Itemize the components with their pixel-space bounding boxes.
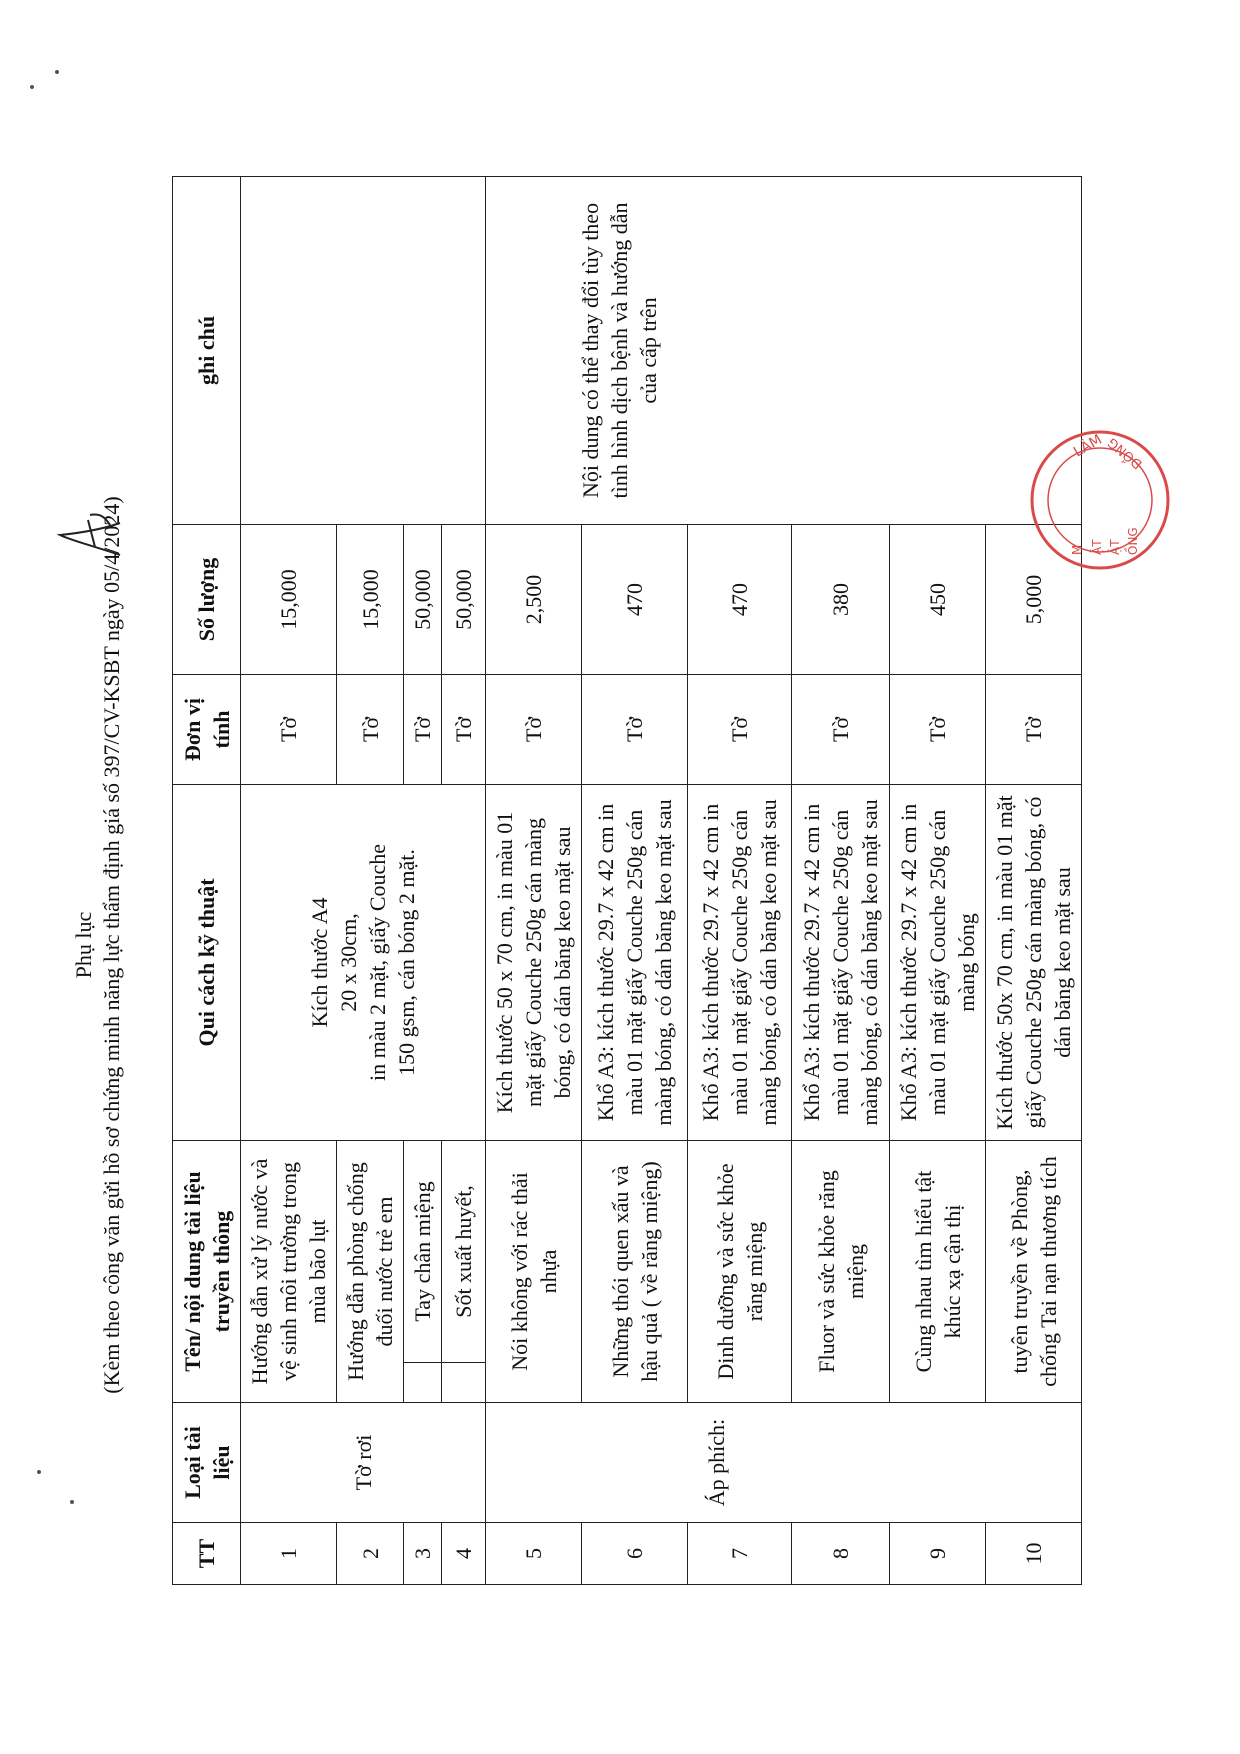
cell-tt: 3 (404, 1523, 442, 1585)
col-header-note: ghi chú (173, 176, 241, 524)
cell-name: Dinh dưỡng và sức khỏe răng miệng (688, 1140, 792, 1402)
cell-unit: Tờ (404, 674, 442, 784)
cell-qty: 470 (688, 524, 792, 674)
cell-type-leaflet: Tờ rơi (241, 1403, 486, 1523)
scan-speck (37, 1470, 41, 1474)
cell-name: Sốt xuất huyết, (442, 1140, 486, 1362)
cell-tt: 5 (486, 1523, 582, 1585)
spec-line: 150 gsm, cán bóng 2 mặt. (394, 849, 419, 1076)
table-row (486, 176, 582, 1584)
cell-tt: 6 (582, 1523, 688, 1585)
cell-spec: Khổ A3: kích thước 29.7 x 42 cm in màu 01 mặt giấy Couche 250g cán màng bóng, có dán băng keo mặt sau (688, 784, 792, 1140)
cell-note: Nội dung có thể thay đổi tùy theo tình hình dịch bệnh và hướng dẫn của cấp trên (486, 176, 1082, 524)
cell-name: Tay chân miệng (404, 1140, 442, 1362)
cell-unit: Tờ (582, 674, 688, 784)
cell-name: Fluor và sức khỏe răng miệng (792, 1140, 890, 1402)
cell-type-blank (486, 1403, 582, 1523)
col-header-qty: Số lượng (173, 524, 241, 674)
spec-line: Kích thước A4 (307, 897, 332, 1028)
col-header-spec: Qui cách kỹ thuật (173, 784, 241, 1140)
document-heading (70, 295, 126, 1595)
red-seal-stamp (1025, 425, 1175, 575)
cell-name: Hướng dẫn phòng chống đuối nước trẻ em (337, 1140, 404, 1402)
table-header-row (173, 176, 241, 1584)
col-header-tt: TT (173, 1523, 241, 1585)
document-page (0, 55, 1146, 1595)
appendix-title: Phụ lục (71, 911, 96, 979)
cell-unit: Tờ (337, 674, 404, 784)
cell-unit: Tờ (486, 674, 582, 784)
cell-qty: 15,000 (337, 524, 404, 674)
stamp-inner-text: ẬT (1108, 539, 1122, 555)
cell-spec: Khổ A3: kích thước 29.7 x 42 cm in màu 01 mặt giấy Couche 250g cán màng bóng, có dán băng keo mặt sau (582, 784, 688, 1140)
cell-blank (404, 1363, 442, 1403)
cell-name: tuyên truyền về Phòng, chống Tai nạn thương tích (986, 1140, 1082, 1402)
cell-qty: 2,500 (486, 524, 582, 674)
cell-tt: 7 (688, 1523, 792, 1585)
handwritten-signature (50, 505, 130, 565)
cell-unit: Tờ (241, 674, 337, 784)
cell-name: Nói không với rác thải nhựa (486, 1140, 582, 1402)
cell-unit: Tờ (442, 674, 486, 784)
col-header-unit: Đơn vị tính (173, 674, 241, 784)
cell-qty: 380 (792, 524, 890, 674)
cell-unit: Tờ (890, 674, 986, 784)
stamp-inner-text: M (1070, 544, 1084, 555)
cell-qty: 50,000 (404, 524, 442, 674)
cell-tt: 10 (986, 1523, 1082, 1585)
spec-line: 20 x 30cm, (336, 913, 361, 1012)
cell-qty: 50,000 (442, 524, 486, 674)
cell-unit: Tờ (688, 674, 792, 784)
cell-qty: 450 (890, 524, 986, 674)
stamp-inner-text: ẬT (1090, 539, 1104, 555)
cell-qty: 15,000 (241, 524, 337, 674)
cell-type-poster: Áp phích: (582, 1403, 1082, 1523)
cell-tt: 4 (442, 1523, 486, 1585)
scan-speck (30, 85, 34, 89)
cell-name: Những thói quen xấu và hậu quả ( về răng miệng) (582, 1140, 688, 1402)
spec-line: in màu 2 mặt, giấy Couche (365, 843, 390, 1082)
scan-speck (70, 1500, 74, 1504)
cell-spec: Kích thước 50 x 70 cm, in màu 01 mặt giấy Couche 250g cán màng bóng, có dán băng keo mặt sau (486, 784, 582, 1140)
cell-tt: 8 (792, 1523, 890, 1585)
scan-speck (55, 70, 59, 74)
table-row (241, 176, 337, 1584)
cell-tt: 1 (241, 1523, 337, 1585)
media-materials-table (172, 176, 1082, 1585)
cell-spec: Khổ A3: kích thước 29.7 x 42 cm in màu 01 mặt giấy Couche 250g cán màng bóng (890, 784, 986, 1140)
stamp-text-bottom: ĐỒNG (1105, 434, 1146, 472)
cell-blank (442, 1363, 486, 1403)
cell-spec: Khổ A3: kích thước 29.7 x 42 cm in màu 01 mặt giấy Couche 250g cán màng bóng, có dán băng keo mặt sau (792, 784, 890, 1140)
cell-unit: Tờ (792, 674, 890, 784)
cell-tt: 2 (337, 1523, 404, 1585)
cell-tt: 9 (890, 1523, 986, 1585)
stamp-text-top: LÂM (1071, 431, 1105, 461)
appendix-subtitle: (Kèm theo công văn gửi hồ sơ chứng minh năng lực thẩm định giá số 397/CV-KSBT ngày 05/4/2024) (99, 496, 124, 1394)
cell-qty: 5,000 (986, 524, 1082, 674)
cell-spec: Kích thước 50x 70 cm, in màu 01 mặt giấy Couche 250g cán màng bóng, có dán băng keo mặt sau (986, 784, 1082, 1140)
cell-unit: Tờ (986, 674, 1082, 784)
col-header-type: Loại tài liệu (173, 1403, 241, 1523)
cell-qty: 470 (582, 524, 688, 674)
cell-note-empty (241, 176, 486, 524)
cell-name: Hướng dẫn xử lý nước và vệ sinh môi trường trong mùa bão lụt (241, 1140, 337, 1402)
col-header-name: Tên/ nội dung tài liệu truyền thông (173, 1140, 241, 1402)
cell-spec-leaflet (241, 784, 486, 1140)
cell-name: Cùng nhau tìm hiểu tật khúc xạ cận thị (890, 1140, 986, 1402)
stamp-inner-text: ỒNG (1126, 527, 1140, 555)
